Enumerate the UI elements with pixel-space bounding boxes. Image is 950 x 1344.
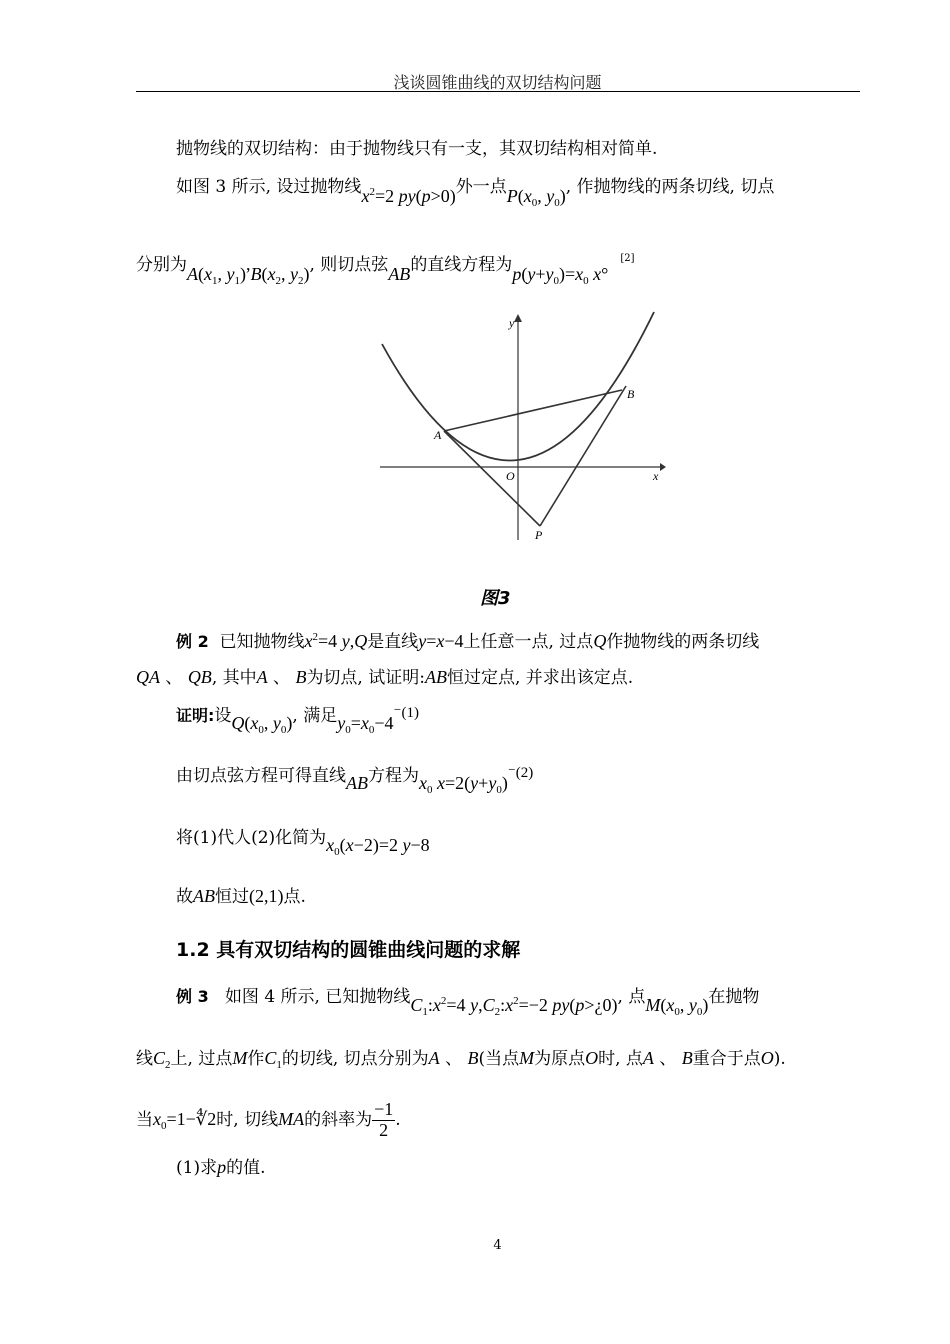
page-header: 浅谈圆锥曲线的双切结构问题 (393, 73, 602, 92)
text: 恒过定点, 并求出该定点. (446, 668, 634, 688)
equation-1: $y_0=x_0-4$ (337, 713, 394, 736)
point-p: $P(x_0$, $y_0$) (506, 186, 566, 209)
tangent-pa (444, 431, 540, 526)
proof-line-4 (176, 887, 306, 906)
text: 的值. (226, 1158, 266, 1178)
text: 在抛物 (708, 987, 760, 1007)
label-y: y (509, 316, 515, 330)
text: 上, 过点 (170, 1049, 233, 1069)
chord-ab: AB (388, 264, 411, 284)
label-p: P (535, 528, 543, 542)
a-symbol: A (428, 1048, 440, 1068)
text: 上任意一点, 过点 (463, 632, 594, 652)
text: , 点 (617, 987, 646, 1007)
text: 为切点, 试证明: (306, 668, 425, 688)
text: 分别为 (136, 255, 187, 275)
proof-line-1 (176, 705, 419, 736)
text: 的切线, 切点分别为 (281, 1049, 429, 1069)
text: 当 (136, 1109, 153, 1130)
text: 、 (659, 1049, 677, 1069)
example-2-line-1: 例 2 已知抛物线$x^2=4$ y,Q是直线y=x−4上任意一点, 过点Q作抛物线的两条切线 (176, 631, 760, 652)
text: , 其中 (211, 668, 257, 688)
c2-symbol: $C_2$ (153, 1048, 171, 1071)
a-symbol: A (642, 1048, 654, 1068)
label-b: B (627, 387, 635, 401)
text: 为原点 (534, 1049, 586, 1069)
ab-symbol: AB (193, 886, 215, 906)
text: 、 (165, 668, 183, 688)
c1-symbol: $C_1$ (264, 1048, 282, 1071)
text: 已知抛物线 (219, 632, 305, 652)
text: 是直线 (367, 632, 419, 652)
text: , 满足 (292, 706, 338, 726)
m-symbol: M (519, 1048, 535, 1068)
text: 、 (273, 668, 291, 688)
example-2-label: 例 2 (176, 632, 209, 651)
text: 线 (136, 1049, 153, 1069)
text: 设 (214, 706, 232, 726)
x0-condition: $x_0=1-∜2$ (153, 1108, 217, 1132)
text: 恒过 (215, 887, 249, 907)
text: 外一点 (455, 177, 507, 197)
text: 的直线方程为 (410, 255, 513, 275)
slope-denominator: 2 (379, 1119, 389, 1140)
label-a: A (434, 428, 442, 442)
text: , 作抛物线的两条切线, 切点 (565, 177, 775, 197)
text: (当点 (478, 1049, 520, 1069)
label-o: O (506, 469, 515, 483)
point-b: $B(x_2$, $y_2$) (250, 264, 310, 287)
text: (1)求 (176, 1158, 218, 1178)
text: 时, 点 (598, 1049, 643, 1069)
section-heading: 1.2 具有双切结构的圆锥曲线问题的求解 (176, 939, 521, 961)
b-symbol: B (681, 1048, 693, 1068)
figure-3 (360, 308, 670, 548)
parabola-equation: $x^2=2$ py(p>0) (361, 186, 456, 206)
page-number: 4 (493, 1238, 502, 1253)
p-symbol: p (217, 1157, 227, 1177)
o-symbol: O (585, 1048, 599, 1068)
qb: QB (187, 667, 212, 687)
equation-1-tag: ⁻(1) (393, 705, 419, 721)
b-symbol: B (295, 667, 307, 687)
example-3-line-2 (136, 1049, 786, 1071)
ab-symbol: AB (424, 667, 447, 687)
proof-label: 证明: (176, 706, 215, 725)
m-point: $M(x_0$, $y_0$) (645, 995, 709, 1018)
equation-2: $x_0$ $x=2(y+y_0)$ (419, 773, 508, 796)
ab-symbol: AB (346, 773, 368, 793)
curves-c1-c2: $C_1:x^2=4$ $y,C_2:x^2=-2$ py(p>¿0) (410, 995, 618, 1018)
m-symbol: M (232, 1048, 248, 1068)
figure-caption: 图3 (480, 588, 511, 609)
qa: QA (136, 667, 160, 687)
equation-2-tag: ⁻(2) (507, 765, 534, 781)
paragraph-1: 抛物线的双切结构：由于抛物线只有一支，其双切结构相对简单. (176, 139, 658, 159)
text: 时, 切线 (216, 1109, 279, 1130)
ma-symbol: MA (278, 1108, 305, 1129)
o-symbol: O (760, 1048, 774, 1068)
text: 故 (176, 887, 193, 907)
chord-equation: $p(y+y_0)=x_0$ x° (512, 264, 609, 287)
text: 如图 4 所示, 已知抛物线 (224, 987, 411, 1007)
example-3-line-3 (136, 1100, 401, 1141)
reference-mark: [2] (620, 253, 635, 264)
example-3-line-1 (176, 987, 760, 1018)
text: , 则切点弦 (309, 255, 389, 275)
text: 的斜率为 (304, 1109, 373, 1130)
text: 将(1)代人(2)化简为 (176, 828, 327, 848)
text: ). (773, 1049, 786, 1069)
proof-line-2 (176, 765, 534, 796)
text: 作 (247, 1049, 265, 1069)
a-symbol: A (256, 667, 268, 687)
chord-ab-line (444, 390, 622, 431)
text: 重合于点 (692, 1049, 761, 1069)
text: . (395, 1109, 401, 1130)
equation-3: $x_0(x-2)=2$ y−8 (326, 835, 430, 858)
proof-line-3 (176, 828, 430, 858)
text: 作抛物线的两条切线 (606, 632, 760, 652)
example-3-label: 例 3 (176, 987, 209, 1006)
x-axis-arrow (660, 463, 666, 471)
fixed-point: (2,1) (249, 886, 284, 906)
question-1 (176, 1158, 266, 1177)
b-symbol: B (467, 1048, 479, 1068)
q-symbol: Q (354, 631, 368, 651)
q-point: $Q(x_0$, $y_0$) (231, 713, 293, 736)
q-symbol: Q (593, 631, 607, 651)
point-a: $A(x_1$, $y_1$) (187, 264, 246, 287)
tangent-pb (540, 386, 626, 526)
text: 点. (283, 887, 306, 907)
text: 方程为 (368, 766, 419, 786)
slope-fraction (372, 1100, 395, 1141)
label-x: x (653, 469, 659, 483)
example-2-line-2 (136, 668, 633, 687)
text: 如图 3 所示, 设过抛物线 (176, 177, 362, 197)
header-rule (136, 91, 860, 92)
text: 由切点弦方程可得直线 (176, 766, 346, 786)
y-axis-arrow (514, 314, 522, 322)
ex2-parabola: $x^2=4$ y (304, 631, 350, 651)
paragraph-3: 分别为$A(x_1$, $y_1),B(x_2$, $y_2$), 则切点弦AB的直线方程为$p(y+y_0)=x_0$ x°[2] (136, 253, 635, 287)
slope-numerator: −1 (374, 1099, 394, 1119)
paragraph-2 (176, 177, 775, 209)
ex2-line: y=x−4 (418, 631, 464, 651)
text: 、 (445, 1049, 463, 1069)
